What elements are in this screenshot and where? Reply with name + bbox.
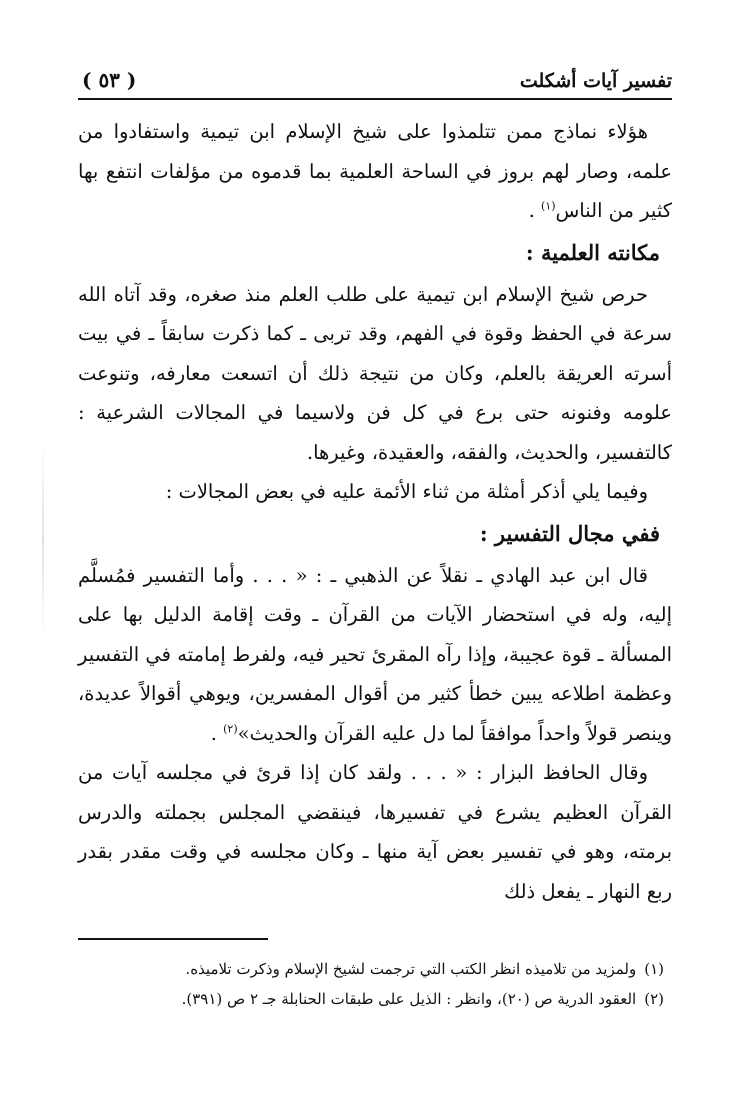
paragraph-students: هؤلاء نماذج ممن تتلمذوا على شيخ الإسلام ابن تيمية واستفادوا من علمه، وصار لهم بروز في الساحة العلمية بما قدموه من مؤلفات انتفع بها كثير من الناس$^{(١)}$ .: [78, 120, 672, 222]
footnote-1-number: (١): [644, 960, 664, 978]
footnotes: [78, 954, 664, 1014]
footnote-1-text: ولمزيد من تلاميذه انظر الكتب التي ترجمت لشيخ الإسلام وذكرت تلاميذه.: [185, 960, 637, 978]
footnote-2-number: (٢): [644, 990, 664, 1008]
paragraph-ibn-abdulhadi-end: .: [210, 721, 224, 745]
footnote-ref-1: (١): [540, 199, 556, 213]
running-title: تفسير آيات أشكلت: [519, 70, 672, 92]
book-page: [78, 64, 672, 1024]
footnote-2: [78, 984, 664, 1014]
paragraph-ibn-abdulhadi-text: قال ابن عبد الهادي ـ نقلاً عن الذهبي ـ : « . . . وأما التفسير فمُسلَّم إليه، وله في استحضار الآيات من القرآن ـ وقت إقامة الدليل بها على المسألة ـ قوة عجيبة، وإذا رآه المقرئ تحير فيه، ولفرط إمامته في التفسير وعظمة اطلاعه يبين خطأ كثير من أقوال المفسرين، ويوهي أقوالاً عديدة، وينصر قولاً واحداً موافقاً لما دل عليه القرآن والحديث»: [78, 563, 672, 745]
footnote-ref-2: (٢): [223, 722, 238, 735]
main-text: [78, 112, 672, 911]
paragraph-students-text: هؤلاء نماذج ممن تتلمذوا على شيخ الإسلام ابن تيمية واستفادوا من علمه، وصار لهم بروز في الساحة العلمية بما قدموه من مؤلفات انتفع بها كثير من الناس: [78, 120, 672, 222]
paragraph-examples-intro: وفيما يلي أذكر أمثلة من ثناء الأئمة عليه في بعض المجالات :: [165, 480, 648, 503]
footnote-1: [78, 954, 664, 984]
heading-tafsir-field: ففي مجال التفسير :: [479, 520, 660, 546]
page-crease-shadow: [42, 440, 44, 640]
page-number: ( ٥٣ ): [82, 68, 137, 92]
page-header: [78, 64, 672, 100]
paragraph-ibn-abdulhadi-quote: [78, 556, 672, 754]
paragraph-scholarly-status: حرص شيخ الإسلام ابن تيمية على طلب العلم منذ صغره، وقد آتاه الله سرعة في الحفظ وقوة في الفهم، وقد تربى ـ كما ذكرت سابقاً ـ في بيت أسرته العريقة بالعلم، وكان من نتيجة ذلك أن اتسعت معارفه، وتنوعت علومه وفنونه حتى برع في كل فن ولاسيما في المجالات الشرعية : كالتفسير، والحديث، والفقه، والعقيدة، وغيرها.: [78, 282, 672, 464]
footnote-separator: [78, 938, 268, 940]
heading-scholarly-status: مكانته العلمية :: [525, 239, 660, 265]
paragraph-bazzar-quote: وقال الحافظ البزار : « . . . ولقد كان إذا قرئ في مجلسه آيات من القرآن العظيم يشرع في تفسيرها، فينقضي المجلس بجملته والدرس برمته، وهو في تفسير بعض آية منها ـ وكان مجلسه في وقت مقدر بقدر ربع النهار ـ يفعل ذلك: [78, 761, 672, 903]
footnote-2-text: العقود الدرية ص (٢٠)، وانظر : الذيل على طبقات الحنابلة جـ ٢ ص (٣٩١).: [181, 990, 637, 1008]
